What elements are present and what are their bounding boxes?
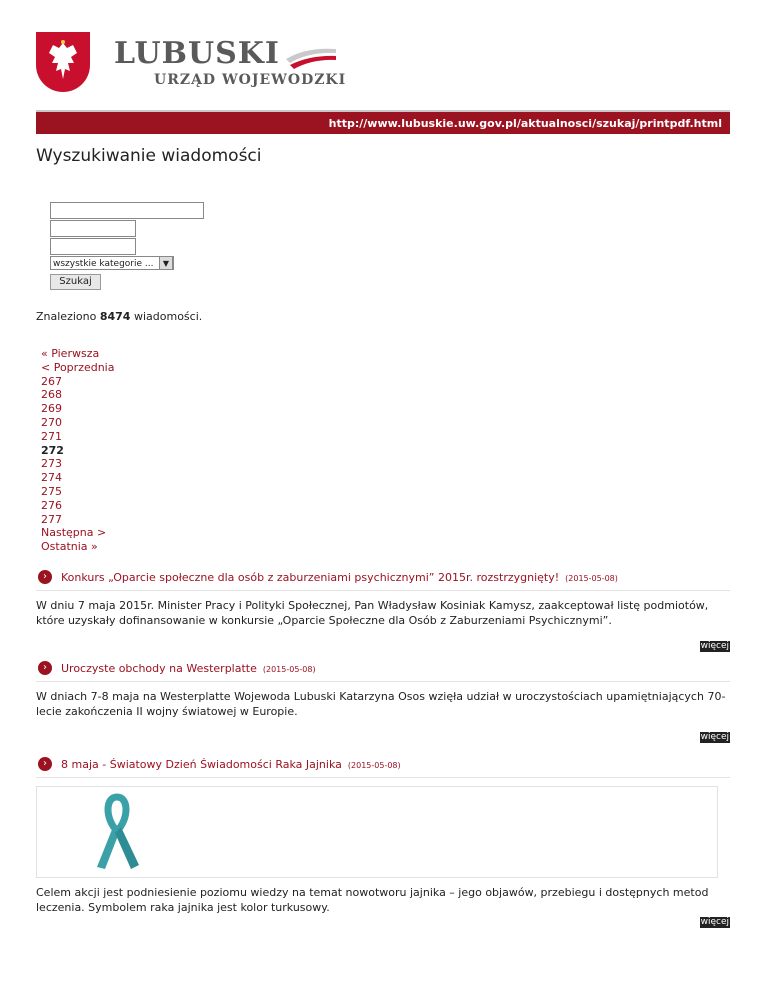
page-link[interactable]: 273 [41, 457, 62, 471]
chevron-right-icon[interactable]: › [38, 757, 52, 771]
page-current: 272 [41, 443, 64, 457]
results-prefix: Znaleziono [36, 310, 97, 323]
eagle-emblem-icon[interactable] [36, 32, 90, 92]
news-date: (2015-05-08) [565, 574, 618, 583]
read-more-link[interactable]: więcej [700, 641, 729, 651]
pagination-first[interactable]: « Pierwsza [41, 347, 100, 360]
news-header [36, 659, 730, 682]
page-link[interactable]: 267 [41, 374, 62, 388]
pagination-prev[interactable]: < Poprzednia [41, 360, 115, 374]
page-link[interactable]: 277 [41, 512, 62, 526]
news-excerpt: W dniu 7 maja 2015r. Minister Pracy i Polityki Społecznej, Pan Władysław Kosiniak Kamysz, zaakceptował listę podmiotów, które uzyskały dofinansowanie w konkursie „Oparcie Społeczne dla Osób z Zaburzeniami Psychicznymi”. [36, 599, 709, 627]
logo-title[interactable]: LUBUSKI [114, 36, 280, 71]
page-link[interactable]: 271 [41, 429, 62, 443]
page-url[interactable]: http://www.lubuskie.uw.gov.pl/aktualnosci/szukaj/printpdf.html [328, 117, 722, 130]
news-title-link[interactable] [61, 758, 401, 771]
news-header [36, 755, 730, 778]
page-link[interactable]: 268 [41, 388, 62, 402]
news-date: (2015-05-08) [347, 761, 401, 770]
results-count [36, 310, 202, 323]
news-excerpt: W dniach 7-8 maja na Westerplatte Wojewoda Lubuski Katarzyna Osos wzięła udział w uroczystościach upamiętniających 70-lecie zakończenia II wojny światowej w Europie. [36, 690, 726, 718]
news-item [36, 568, 730, 651]
news-item [36, 755, 730, 927]
page-link[interactable]: 274 [41, 471, 62, 485]
dropdown-arrow-icon[interactable]: ▼ [159, 256, 173, 270]
pagination-next[interactable]: Następna > [41, 526, 107, 540]
chevron-right-icon[interactable]: › [38, 570, 52, 584]
url-bar [36, 110, 730, 134]
news-title[interactable]: 8 maja - Światowy Dzień Świadomości Raka Jajnika [61, 758, 342, 771]
chevron-right-icon[interactable]: › [38, 661, 52, 675]
news-title[interactable]: Uroczyste obchody na Westerplatte [61, 662, 257, 675]
results-number: 8474 [99, 310, 131, 323]
teal-ribbon-icon [77, 789, 167, 875]
news-header [36, 568, 730, 591]
pagination [41, 347, 114, 554]
flag-swoosh-icon [286, 47, 336, 69]
news-title-link[interactable] [61, 571, 618, 584]
category-select[interactable]: wszystkie kategorie ... [50, 256, 174, 270]
pagination-last[interactable]: Ostatnia » [41, 540, 98, 554]
news-date: (2015-05-08) [262, 665, 316, 674]
results-suffix: wiadomości. [133, 310, 203, 323]
page-link[interactable]: 270 [41, 415, 62, 429]
news-title[interactable]: Konkurs „Oparcie społeczne dla osób z zaburzeniami psychicznymi” 2015r. rozstrzygnięty! [61, 571, 560, 584]
page-link[interactable]: 269 [41, 402, 62, 416]
search-input[interactable] [50, 202, 204, 219]
date-from-field[interactable] [50, 220, 136, 237]
logo-subtitle: URZĄD WOJEWODZKI [154, 72, 347, 88]
news-item [36, 659, 730, 742]
page-title: Wyszukiwanie wiadomości [36, 146, 262, 166]
news-excerpt: Celem akcji jest podniesienie poziomu wiedzy na temat nowotworu jajnika – jego objawów, przebiegu i dostępnych metod leczenia. Symbolem raka jajnika jest kolor turkusowy. [36, 886, 709, 914]
page-link[interactable]: 275 [41, 484, 62, 498]
search-button[interactable]: Szukaj [50, 274, 101, 290]
page-link[interactable]: 276 [41, 498, 62, 512]
date-to-field[interactable] [50, 238, 136, 255]
news-image[interactable] [36, 786, 718, 878]
news-title-link[interactable] [61, 662, 316, 675]
read-more-link[interactable]: więcej [700, 917, 729, 927]
read-more-link[interactable]: więcej [700, 732, 729, 742]
site-header [36, 30, 736, 100]
